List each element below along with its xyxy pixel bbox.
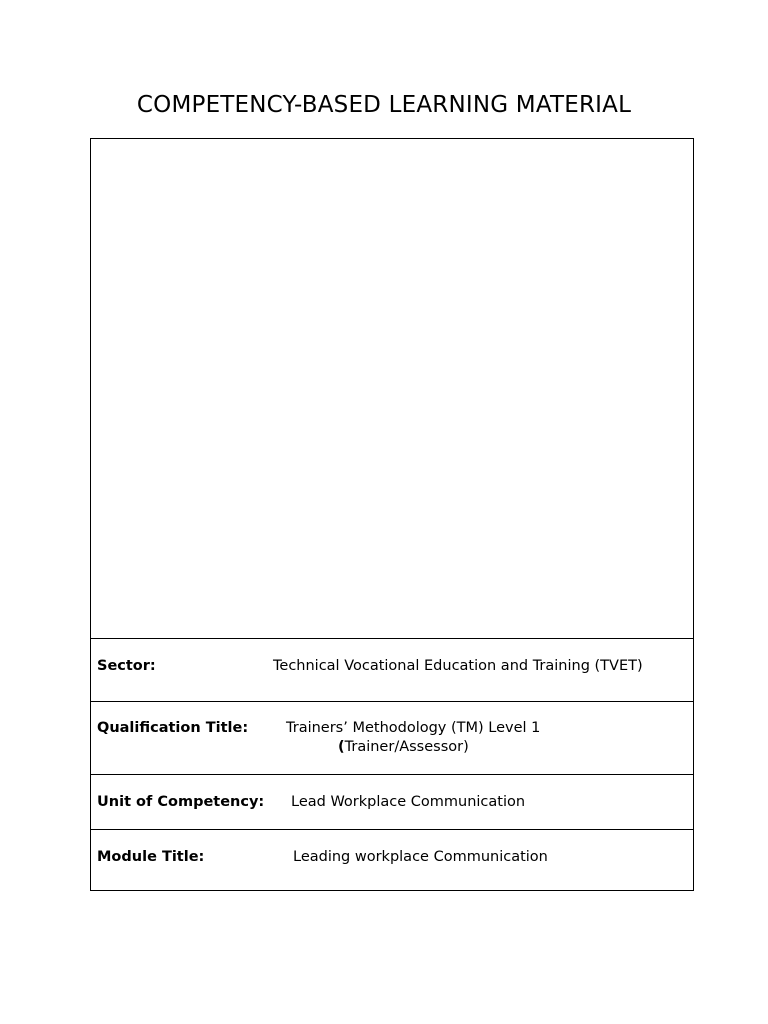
qualification-row bbox=[91, 702, 693, 775]
sector-value: Technical Vocational Education and Training (TVET) bbox=[273, 658, 643, 674]
qualification-value-line1: Trainers’ Methodology (TM) Level 1 bbox=[286, 720, 541, 736]
qualification-value-line2-text: Trainer/Assessor) bbox=[344, 739, 469, 755]
module-title-label: Module Title: bbox=[97, 849, 205, 865]
cover-frame bbox=[90, 138, 694, 891]
sector-row bbox=[91, 639, 693, 702]
qualification-label: Qualification Title: bbox=[97, 720, 249, 736]
module-title-value: Leading workplace Communication bbox=[293, 849, 548, 865]
document-title: COMPETENCY-BASED LEARNING MATERIAL bbox=[136, 92, 632, 118]
unit-of-competency-row bbox=[91, 775, 693, 830]
sector-label: Sector: bbox=[97, 658, 156, 674]
unit-of-competency-label: Unit of Competency: bbox=[97, 794, 265, 810]
unit-of-competency-value: Lead Workplace Communication bbox=[291, 794, 526, 810]
module-title-row bbox=[91, 830, 693, 890]
cover-image-area bbox=[91, 139, 693, 639]
qualification-open-paren: ( bbox=[338, 739, 345, 755]
qualification-value-line2 bbox=[338, 739, 469, 755]
